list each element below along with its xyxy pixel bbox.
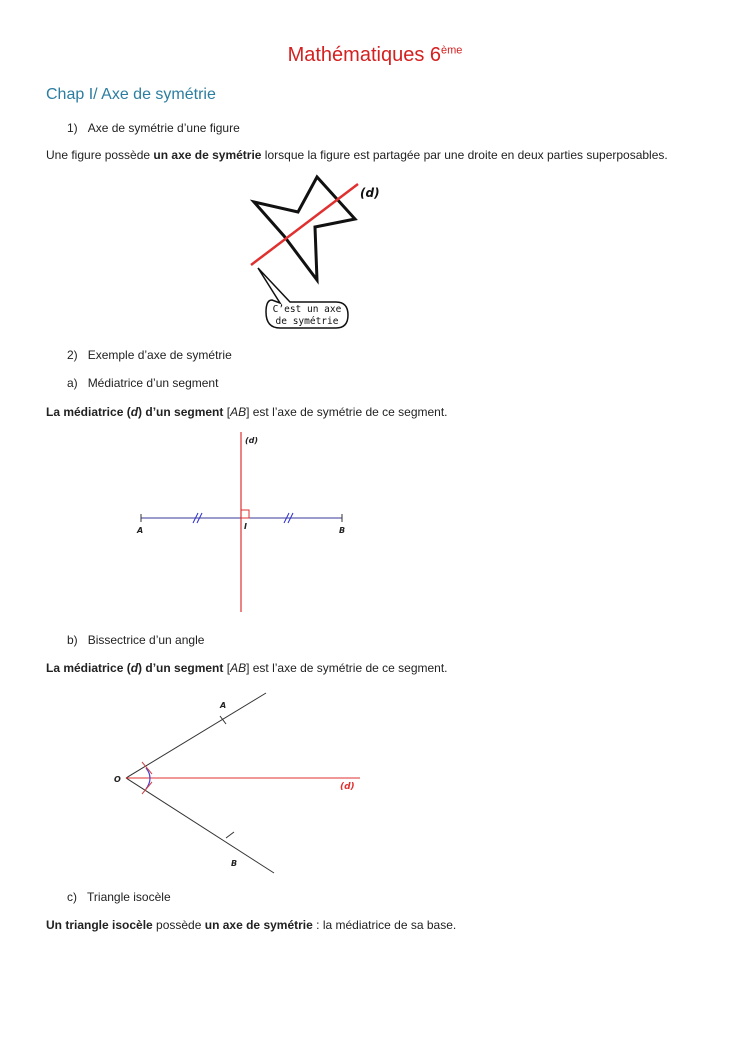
label-i: I <box>244 522 247 531</box>
symmetry-star-figure <box>240 172 400 337</box>
star-shape <box>254 177 355 280</box>
bubble-line-2: de symétrie <box>275 316 339 327</box>
section-2b-paragraph: La médiatrice (d) d’un segment [AB] est l’axe de symétrie de ce segment. <box>46 661 448 675</box>
label-b: B <box>339 526 346 535</box>
section-2b-heading: b) Bissectrice d’un angle <box>67 633 205 647</box>
bubble-line-1: C’est un axe <box>272 304 342 315</box>
right-angle-mark <box>241 510 249 518</box>
label-d: (d) <box>245 436 259 445</box>
symmetry-axis-line <box>251 184 358 265</box>
section-2a-heading: a) Médiatrice d’un segment <box>67 376 219 390</box>
axis-label: (d) <box>360 186 380 200</box>
page-title: Mathématiques 6ème <box>287 44 463 66</box>
ray-ob <box>126 778 274 873</box>
label-a: A <box>137 526 144 535</box>
section-2-heading: 2) Exemple d’axe de symétrie <box>67 348 232 362</box>
section-1-paragraph: Une figure possède un axe de symétrie lorsque la figure est partagée par une droite en deux parties superposables. <box>46 148 668 162</box>
label-o: O <box>114 775 121 784</box>
label-a: A <box>220 701 227 710</box>
section-2a-paragraph: La médiatrice (d) d’un segment [AB] est l’axe de symétrie de ce segment. <box>46 405 448 419</box>
label-b: B <box>231 859 238 868</box>
section-1-heading: 1) Axe de symétrie d’une figure <box>67 121 240 135</box>
label-d: (d) <box>340 782 355 792</box>
section-2c-heading: c) Triangle isocèle <box>67 890 171 904</box>
perpendicular-bisector-figure <box>130 432 360 617</box>
section-2c-paragraph: Un triangle isocèle possède un axe de symétrie : la médiatrice de sa base. <box>46 918 457 932</box>
chapter-heading: Chap I/ Axe de symétrie <box>46 86 216 103</box>
angle-bisector-figure <box>108 688 368 883</box>
ray-oa <box>126 693 266 778</box>
